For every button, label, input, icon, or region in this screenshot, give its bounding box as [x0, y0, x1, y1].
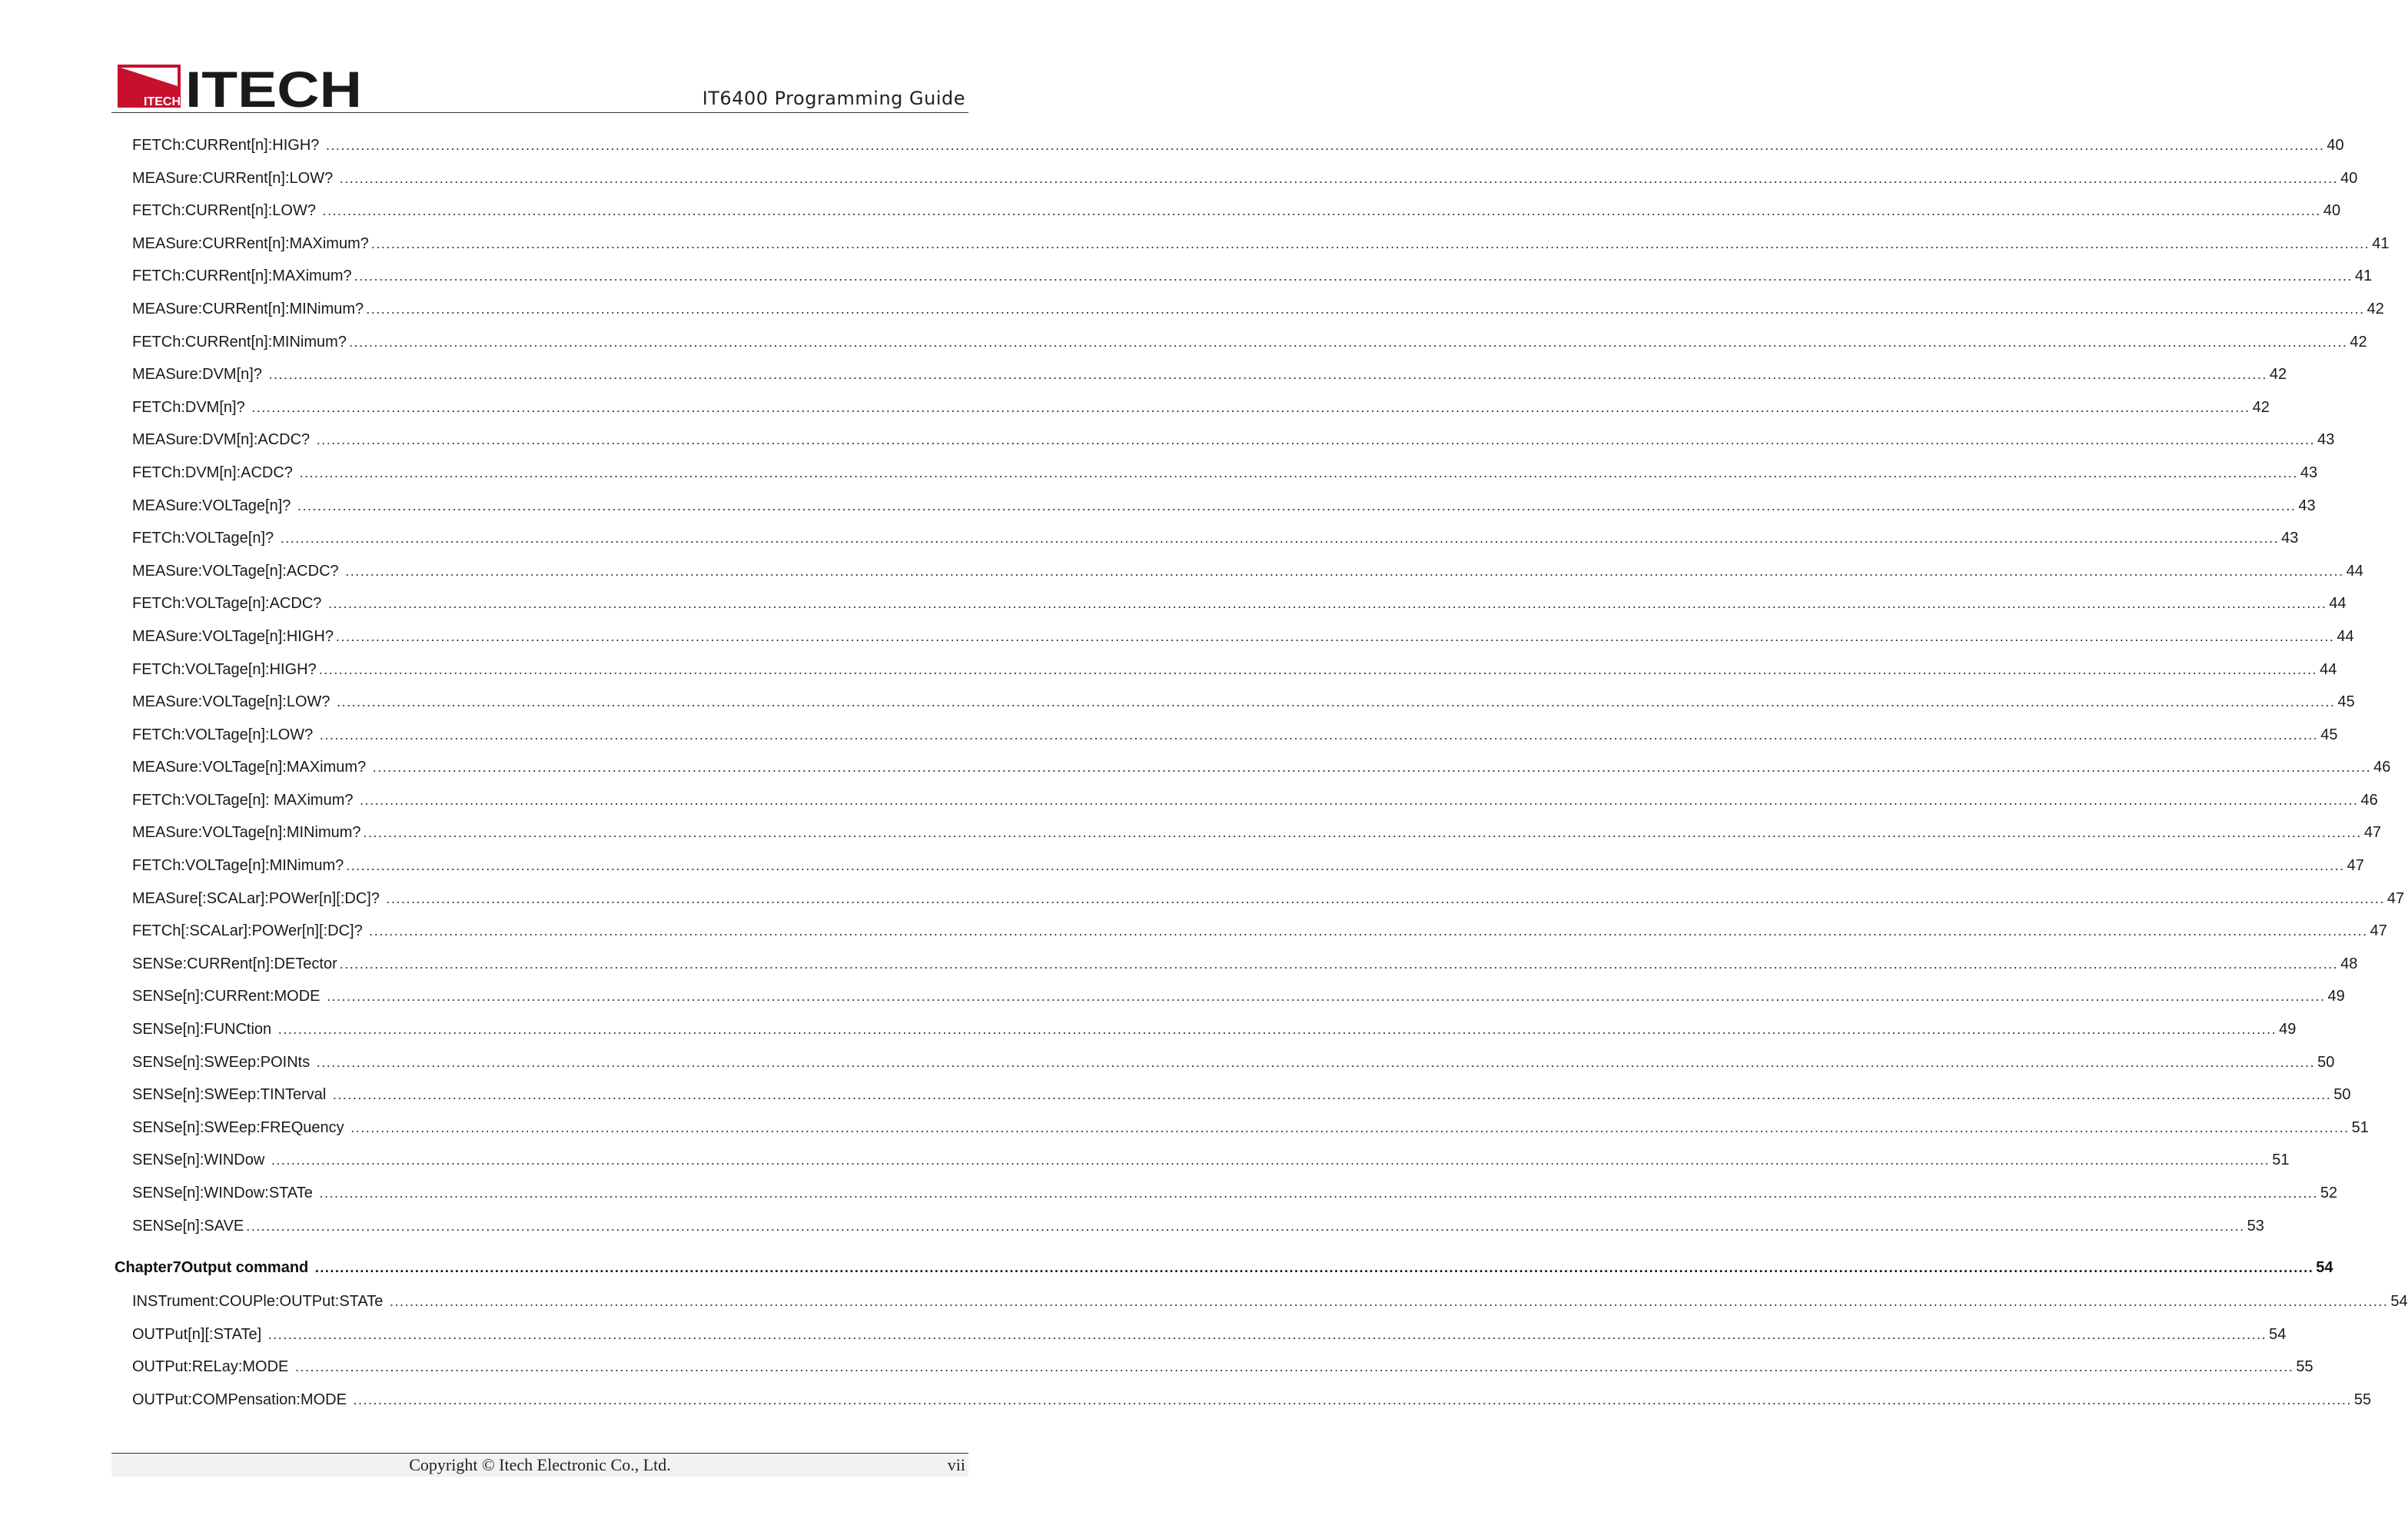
toc-entry-page-number: 47 [2386, 889, 2405, 907]
toc-entry-page-number: 53 [2247, 1217, 2264, 1235]
dot-leader: ................................................................................................................................................................................................................................................................................................................................................................................................................ [363, 825, 2362, 841]
dot-leader: ................................................................................................................................................................................................................................................................................................................................................................................................................ [314, 1260, 2314, 1276]
toc-entry-page-number: 42 [2269, 366, 2287, 384]
toc-entry-label: MEASure:VOLTage[n]:MAXimum? [132, 759, 370, 776]
dot-leader: ................................................................................................................................................................................................................................................................................................................................................................................................................ [366, 301, 2365, 317]
toc-entry-page-number: 42 [2252, 398, 2270, 416]
toc-entry-page-number: 49 [2279, 1021, 2297, 1038]
toc-entry[interactable] [111, 1325, 2287, 1359]
table-of-contents [111, 137, 2408, 1424]
chapter-number: Chapter7 [115, 1259, 181, 1277]
dot-leader: ................................................................................................................................................................................................................................................................................................................................................................................................................ [335, 628, 2335, 644]
toc-entry-page-number: 48 [2340, 955, 2358, 972]
toc-entry-label: FETCh:VOLTage[n]:LOW? [132, 726, 317, 743]
toc-entry[interactable] [111, 169, 2358, 203]
toc-entry-page-number: 42 [2366, 300, 2384, 317]
toc-section-entries [111, 137, 2405, 1250]
toc-entry-label: OUTPut:COMPensation:MODE [132, 1391, 351, 1408]
dot-leader: ................................................................................................................................................................................................................................................................................................................................................................................................................ [319, 1185, 2318, 1201]
toc-entry-label: MEASure:CURRent[n]:LOW? [132, 169, 337, 187]
toc-entry-page-number: 54 [2390, 1293, 2408, 1311]
toc-entry-label: MEASure:VOLTage[n]:ACDC? [132, 562, 344, 580]
toc-entry-label: FETCh:VOLTage[n]? [132, 530, 278, 547]
dot-leader: ................................................................................................................................................................................................................................................................................................................................................................................................................ [360, 792, 2359, 808]
toc-entry[interactable] [111, 824, 2382, 857]
toc-entry-label: FETCh:CURRent[n]:MAXimum? [132, 268, 352, 285]
toc-entry[interactable] [111, 431, 2335, 464]
toc-entry-label: FETCh:VOLTage[n]:HIGH? [132, 660, 317, 678]
svg-text:ITECH: ITECH [144, 95, 181, 108]
toc-entry-page-number: 44 [2329, 595, 2347, 613]
toc-entry-page-number: 43 [2298, 497, 2316, 514]
chapter-title: Output command [181, 1259, 313, 1277]
toc-entry-label: FETCh:CURRent[n]:LOW? [132, 202, 321, 220]
toc-entry[interactable] [111, 889, 2405, 923]
toc-entry-label: FETCh:CURRent[n]:MINimum? [132, 333, 347, 351]
copyright-text: Copyright © Itech Electronic Co., Ltd. [409, 1455, 671, 1474]
dot-leader: ................................................................................................................................................................................................................................................................................................................................................................................................................ [337, 694, 2336, 710]
toc-entry[interactable] [111, 202, 2341, 235]
toc-entry-page-number: 44 [2320, 660, 2337, 678]
toc-entry[interactable] [111, 791, 2378, 825]
toc-entry[interactable] [111, 1021, 2297, 1054]
dot-leader: ................................................................................................................................................................................................................................................................................................................................................................................................................ [350, 1119, 2350, 1135]
svg-text:ITECH: ITECH [185, 61, 362, 118]
dot-leader: ................................................................................................................................................................................................................................................................................................................................................................................................................ [345, 563, 2344, 579]
toc-entry[interactable] [111, 562, 2363, 596]
dot-leader: ................................................................................................................................................................................................................................................................................................................................................................................................................ [319, 726, 2319, 743]
toc-entry-label: FETCh[:SCALar]:POWer[n][:DC]? [132, 922, 367, 940]
toc-entry-page-number: 43 [2300, 464, 2318, 481]
toc-entry-page-number: 51 [2351, 1118, 2369, 1136]
toc-entry-label: SENSe[n]:SWEep:TINTerval [132, 1086, 330, 1104]
toc-entry-page-number: 52 [2320, 1185, 2338, 1201]
toc-entry[interactable] [111, 234, 2390, 268]
toc-entry-label: OUTPut[n][:STATe] [132, 1325, 266, 1343]
toc-entry-page-number: 50 [2333, 1086, 2351, 1104]
dot-leader: ................................................................................................................................................................................................................................................................................................................................................................................................................ [271, 1152, 2270, 1168]
toc-entry[interactable] [111, 1086, 2351, 1119]
dot-leader: ................................................................................................................................................................................................................................................................................................................................................................................................................ [316, 432, 2316, 448]
dot-leader: ................................................................................................................................................................................................................................................................................................................................................................................................................ [372, 759, 2372, 776]
toc-entry-page-number: 46 [2373, 759, 2391, 776]
dot-leader: ................................................................................................................................................................................................................................................................................................................................................................................................................ [299, 464, 2298, 480]
document-title: IT6400 Programming Guide [702, 88, 965, 109]
toc-entry[interactable] [111, 1293, 2408, 1326]
toc-entry-label: MEASure:CURRent[n]:MAXimum? [132, 234, 369, 252]
dot-leader: ................................................................................................................................................................................................................................................................................................................................................................................................................ [327, 989, 2326, 1005]
toc-entry-label: MEASure:VOLTage[n]? [132, 497, 295, 514]
toc-entry-label: MEASure:DVM[n]:ACDC? [132, 431, 314, 449]
toc-entry-page-number: 41 [2372, 234, 2390, 252]
toc-entry[interactable] [111, 988, 2345, 1021]
toc-entry-label: MEASure:VOLTage[n]:MINimum? [132, 824, 361, 842]
toc-entry[interactable] [111, 333, 2367, 367]
toc-entry-label: SENSe[n]:SWEep:POINts [132, 1053, 314, 1071]
dot-leader: ................................................................................................................................................................................................................................................................................................................................................................................................................ [353, 1391, 2352, 1407]
toc-entry-label: OUTPut:RELay:MODE [132, 1358, 293, 1376]
toc-entry-page-number: 46 [2360, 791, 2378, 809]
toc-entry-label: SENSe[n]:WINDow:STATe [132, 1185, 317, 1201]
toc-entry-label: FETCh:VOLTage[n]:ACDC? [132, 595, 326, 613]
toc-entry-label: SENSe[n]:CURRent:MODE [132, 988, 325, 1005]
toc-entry-page-number: 43 [2281, 530, 2299, 547]
toc-entry[interactable] [111, 595, 2347, 628]
toc-entry[interactable] [111, 693, 2355, 726]
dot-leader: ................................................................................................................................................................................................................................................................................................................................................................................................................ [268, 367, 2267, 383]
page-header [111, 61, 968, 118]
toc-entry-page-number: 40 [2327, 137, 2344, 154]
toc-entry[interactable] [111, 137, 2344, 170]
dot-leader: ................................................................................................................................................................................................................................................................................................................................................................................................................ [339, 955, 2339, 972]
toc-entry[interactable] [111, 366, 2287, 399]
toc-entry-page-number: 54 [2269, 1325, 2287, 1343]
toc-entry[interactable] [111, 1391, 2372, 1424]
toc-entry-label: SENSe[n]:WINDow [132, 1151, 269, 1169]
toc-entry[interactable] [111, 1185, 2338, 1218]
toc-entry-page-number: 55 [2296, 1358, 2313, 1376]
toc-entry-page-number: 51 [2272, 1151, 2290, 1169]
toc-entry-label: FETCh:VOLTage[n]: MAXimum? [132, 791, 358, 809]
itech-logo [118, 61, 364, 118]
toc-entry-page-number: 40 [2323, 202, 2341, 220]
toc-entry-page-number: 47 [2363, 824, 2382, 842]
toc-entry-label: SENSe[n]:SWEep:FREQuency [132, 1118, 349, 1136]
dot-leader: ................................................................................................................................................................................................................................................................................................................................................................................................................ [246, 1218, 2245, 1234]
toc-entry-page-number: 40 [2340, 169, 2358, 187]
toc-entry-label: FETCh:VOLTage[n]:MINimum? [132, 857, 344, 875]
toc-entry[interactable] [111, 922, 2387, 955]
toc-entry-page-number: 42 [2350, 333, 2367, 351]
toc-entry-page-number: 44 [2346, 562, 2363, 580]
toc-entry[interactable] [111, 1217, 2264, 1251]
toc-entry-label: MEASure:DVM[n]? [132, 366, 267, 384]
dot-leader: ................................................................................................................................................................................................................................................................................................................................................................................................................ [297, 497, 2297, 513]
toc-entry-label: MEASure:VOLTage[n]:HIGH? [132, 627, 334, 645]
toc-entry-label: MEASure[:SCALar]:POWer[n][:DC]? [132, 889, 384, 907]
toc-entry-page-number: 43 [2317, 431, 2335, 449]
toc-entry[interactable] [111, 530, 2299, 563]
toc-entry[interactable] [111, 627, 2354, 661]
toc-entry-label: SENSe[n]:FUNCtion [132, 1021, 276, 1038]
toc-entry[interactable] [111, 857, 2364, 890]
toc-entry[interactable] [111, 1358, 2313, 1391]
toc-entry[interactable] [111, 660, 2337, 694]
dot-leader: ................................................................................................................................................................................................................................................................................................................................................................................................................ [325, 138, 2325, 153]
dot-leader: ................................................................................................................................................................................................................................................................................................................................................................................................................ [332, 1087, 2332, 1103]
dot-leader: ................................................................................................................................................................................................................................................................................................................................................................................................................ [389, 1294, 2389, 1310]
dot-leader: ................................................................................................................................................................................................................................................................................................................................................................................................................ [318, 661, 2318, 677]
dot-leader: ................................................................................................................................................................................................................................................................................................................................................................................................................ [267, 1326, 2267, 1342]
dot-leader: ................................................................................................................................................................................................................................................................................................................................................................................................................ [327, 596, 2327, 612]
toc-entry-page-number: 55 [2353, 1391, 2372, 1408]
toc-entry[interactable] [111, 464, 2318, 497]
toc-entry-page-number: 47 [2347, 857, 2364, 875]
toc-entry-page-number: 49 [2327, 988, 2345, 1005]
dot-leader: ................................................................................................................................................................................................................................................................................................................................................................................................................ [316, 1054, 2316, 1070]
dot-leader: ................................................................................................................................................................................................................................................................................................................................................................................................................ [294, 1359, 2294, 1375]
toc-entry[interactable] [111, 759, 2391, 792]
toc-entry-label: MEASure:CURRent[n]:MINimum? [132, 300, 364, 317]
toc-entry-label: FETCh:DVM[n]:ACDC? [132, 464, 297, 481]
toc-entry-page-number: 41 [2355, 268, 2373, 285]
toc-entry-page-number: 50 [2317, 1053, 2335, 1071]
toc-entry-label: FETCh:DVM[n]? [132, 398, 250, 416]
toc-entry-page-number: 45 [2320, 726, 2338, 743]
dot-leader: ................................................................................................................................................................................................................................................................................................................................................................................................................ [369, 923, 2368, 939]
toc-entry[interactable] [111, 726, 2338, 759]
toc-chapter-entries [111, 1293, 2408, 1424]
toc-entry[interactable] [111, 268, 2373, 301]
toc-entry[interactable] [111, 300, 2384, 334]
toc-entry-label: MEASure:VOLTage[n]:LOW? [132, 693, 335, 711]
toc-entry-label: FETCh:CURRent[n]:HIGH? [132, 137, 324, 154]
toc-entry[interactable] [111, 1053, 2335, 1087]
toc-entry[interactable] [111, 1151, 2290, 1185]
toc-entry[interactable] [111, 955, 2358, 989]
dot-leader: ................................................................................................................................................................................................................................................................................................................................................................................................................ [251, 399, 2250, 415]
dot-leader: ................................................................................................................................................................................................................................................................................................................................................................................................................ [348, 334, 2348, 350]
dot-leader: ................................................................................................................................................................................................................................................................................................................................................................................................................ [280, 530, 2280, 547]
toc-entry-page-number: 44 [2337, 627, 2354, 645]
toc-entry[interactable] [111, 398, 2270, 432]
toc-entry-page-number: 47 [2370, 922, 2387, 940]
toc-entry-label: INSTrument:COUPle:OUTPut:STATe [132, 1293, 387, 1311]
toc-entry[interactable] [111, 1118, 2369, 1152]
dot-leader: ................................................................................................................................................................................................................................................................................................................................................................................................................ [386, 890, 2385, 906]
dot-leader: ................................................................................................................................................................................................................................................................................................................................................................................................................ [346, 858, 2345, 874]
toc-chapter-entry[interactable] [111, 1250, 2333, 1293]
toc-entry-label: SENSe:CURRent[n]:DETector [132, 955, 337, 972]
dot-leader: ................................................................................................................................................................................................................................................................................................................................................................................................................ [322, 203, 2321, 219]
page-footer [111, 1453, 968, 1477]
toc-entry-label: SENSe[n]:SAVE [132, 1217, 244, 1235]
dot-leader: ................................................................................................................................................................................................................................................................................................................................................................................................................ [277, 1022, 2277, 1038]
dot-leader: ................................................................................................................................................................................................................................................................................................................................................................................................................ [354, 268, 2353, 284]
toc-entry-page-number: 45 [2337, 693, 2355, 711]
dot-leader: ................................................................................................................................................................................................................................................................................................................................................................................................................ [370, 235, 2370, 251]
page-number: vii [947, 1455, 965, 1474]
chapter-page-number: 54 [2316, 1259, 2333, 1277]
dot-leader: ................................................................................................................................................................................................................................................................................................................................................................................................................ [339, 170, 2339, 186]
toc-entry[interactable] [111, 497, 2316, 530]
